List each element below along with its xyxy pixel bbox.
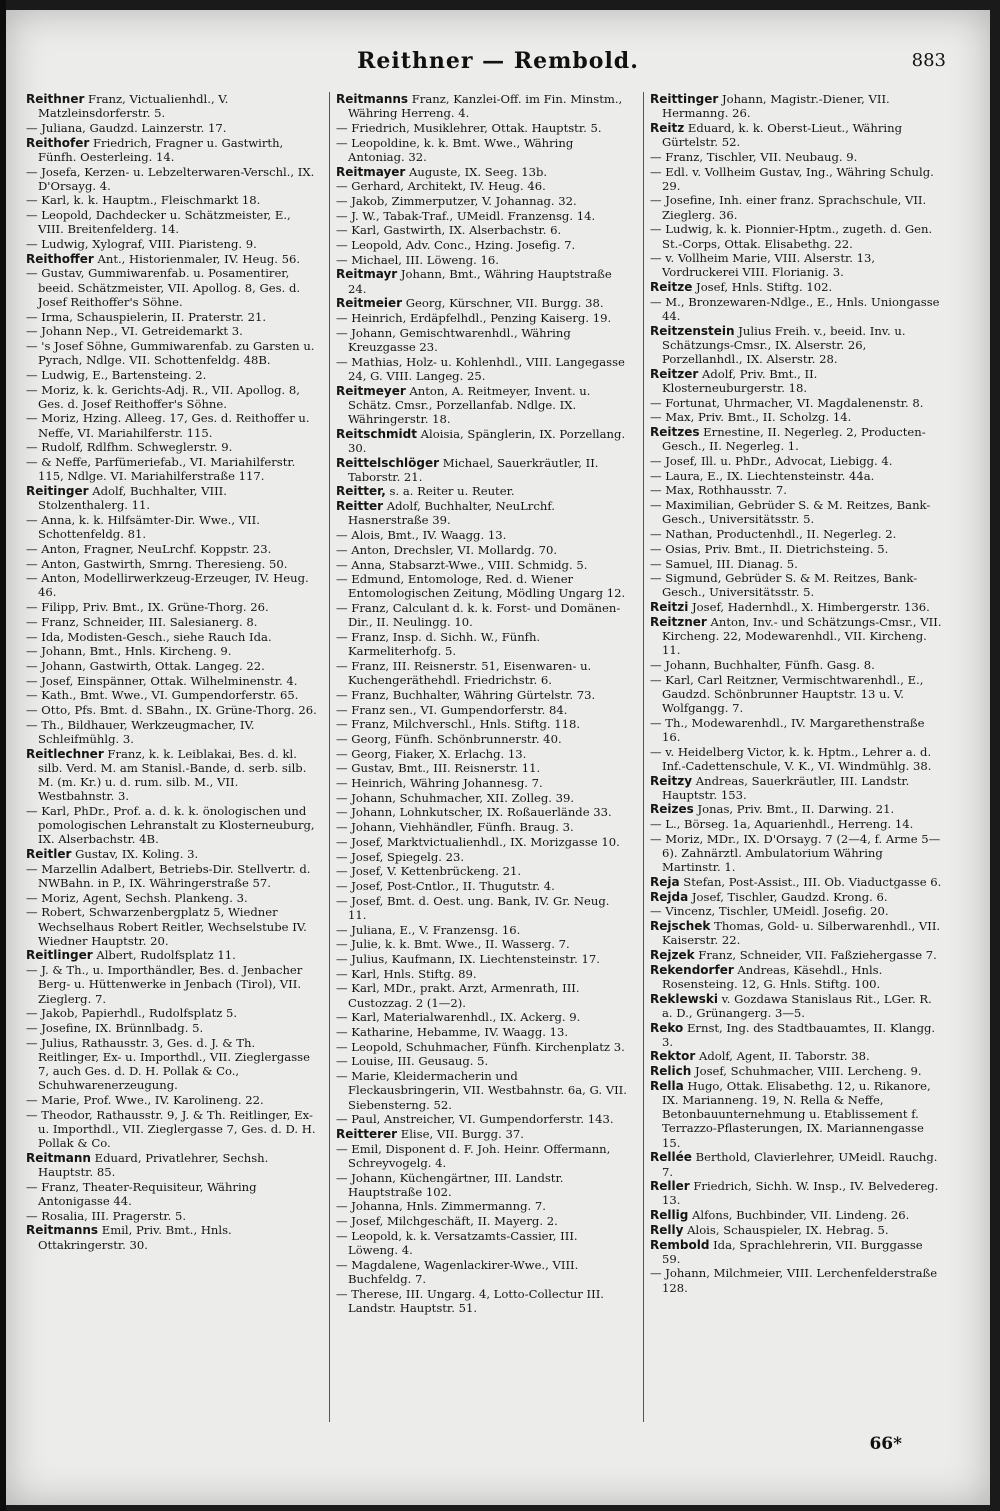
directory-entry: — Josef, Ill. u. PhDr., Advocat, Liebigg. 4. <box>650 454 893 469</box>
directory-entry: — Vincenz, Tischler, UMeidl. Josefig. 20. <box>650 904 889 919</box>
directory-entry: Rejda Josef, Tischler, Gaudzd. Krong. 6. <box>650 889 888 904</box>
directory-entry: Reitmeier Georg, Kürschner, VII. Burgg. 38. <box>336 296 604 311</box>
directory-entry: Rembold Ida, Sprachlehrerin, VII. Burggasse 59. <box>650 1237 923 1266</box>
directory-entry: — Franz, Tischler, VII. Neubaug. 9. <box>650 149 858 164</box>
directory-entry: — Leopoldine, k. k. Bmt. Wwe., Währing Antoniag. 32. <box>336 135 574 164</box>
column-2 <box>336 92 628 1316</box>
directory-entry: — Leopold, Schuhmacher, Fünfh. Kirchenplatz 3. <box>336 1039 625 1054</box>
directory-entry: Reitzes Ernestine, II. Negerleg. 2, Producten-Gesch., II. Negerleg. 1. <box>650 425 926 454</box>
directory-entry: — Karl, Carl Reitzner, Vermischtwarenhdl., E., Gaudzd. Schönbrunner Hauptstr. 13 u. V. Wolfgangg. 7. <box>650 672 924 716</box>
directory-entry: — Therese, III. Ungarg. 4, Lotto-Collectur III. Landstr. Hauptstr. 51. <box>336 1286 604 1315</box>
directory-entry: Reitz Eduard, k. k. Oberst-Lieut., Währing Gürtelstr. 52. <box>650 120 903 150</box>
directory-entry: — Max, Priv. Bmt., II. Scholzg. 14. <box>650 410 852 425</box>
directory-entry: — Josef, Post-Cntlor., II. Thugutstr. 4. <box>336 878 555 893</box>
directory-entry: — v. Vollheim Marie, VIII. Alserstr. 13, Vordruckerei VIII. Florianig. 3. <box>650 251 876 280</box>
directory-entry: — Anna, k. k. Hilfsämter-Dir. Wwe., VII. Schottenfeldg. 81. <box>26 512 260 542</box>
directory-entry: Reithner Franz, Victualienhdl., V. Matzleinsdorferstr. 5. <box>26 92 229 121</box>
directory-entry: — Josef, Marktvictualienhdl., IX. Morizgasse 10. <box>336 834 620 849</box>
directory-entry: — Juliana, E., V. Franzensg. 16. <box>336 922 521 937</box>
directory-entry: Reklewski v. Gozdawa Stanislaus Rit., LGer. R. a. D., Grünangerg. 3—5. <box>650 991 932 1020</box>
directory-entry: — Franz, Insp. d. Sichh. W., Fünfh. Karmeliterhofg. 5. <box>336 630 541 659</box>
directory-entry: Reitlinger Albert, Rudolfsplatz 11. <box>26 948 236 963</box>
directory-entry: — Georg, Fiaker, X. Erlachg. 13. <box>336 746 527 761</box>
directory-entry: — Franz, III. Reisnerstr. 51, Eisenwaren- u. Kuchengeräthehdl. Friedrichstr. 6. <box>336 658 592 688</box>
directory-entry: — Johann Nep., VI. Getreidemarkt 3. <box>26 324 243 339</box>
directory-entry: — Emil, Disponent d. F. Joh. Heinr. Offermann, Schreyvogelg. 4. <box>336 1141 611 1170</box>
directory-entry: — Johanna, Hnls. Zimmermanng. 7. <box>336 1199 546 1214</box>
directory-entry: — Johann, Schuhmacher, XII. Zolleg. 39. <box>336 790 575 805</box>
directory-entry: — Franz, Theater-Requisiteur, Währing Antonigasse 44. <box>26 1179 257 1208</box>
directory-entry: — Paul, Anstreicher, VI. Gumpendorferstr. 143. <box>336 1112 614 1127</box>
directory-entry: — Georg, Fünfh. Schönbrunnerstr. 40. <box>336 731 562 746</box>
directory-entry: — Friedrich, Musiklehrer, Ottak. Hauptstr. 5. <box>336 120 602 135</box>
directory-entry: Reitler Gustav, IX. Koling. 3. <box>26 847 199 862</box>
directory-entry: — & Neffe, Parfümeriefab., VI. Mariahilferstr. 115, Ndlge. VI. Mariahilferstraße 117. <box>26 455 296 484</box>
directory-entry: — Johann, Buchhalter, Fünfh. Gasg. 8. <box>650 657 875 672</box>
directory-entry: Rejzek Franz, Schneider, VII. Faßziehergasse 7. <box>650 947 937 962</box>
directory-entry: — J. & Th., u. Importhändler, Bes. d. Jenbacher Berg- u. Hüttenwerke in Jenbach (Tirol), VII. Zieglerg. 7. <box>26 963 303 1006</box>
directory-entry: Reitmanns Emil, Priv. Bmt., Hnls. Ottakringerstr. 30. <box>26 1223 232 1252</box>
directory-entry: — Josef, V. Kettenbrückeng. 21. <box>336 864 522 879</box>
directory-entry: — Michael, III. Löweng. 16. <box>336 252 499 267</box>
directory-entry: — Johann, Lohnkutscher, IX. Roßauerlände 33. <box>336 805 612 820</box>
directory-entry: — Juliana, Gaudzd. Lainzerstr. 17. <box>26 120 227 135</box>
directory-entry: — Moriz, Hzing. Alleeg. 17, Ges. d. Reithoffer u. Neffe, VI. Mariahilferstr. 115. <box>26 411 310 440</box>
directory-entry: — Heinrich, Erdäpfelhdl., Penzing Kaiserg. 19. <box>336 311 612 326</box>
signature-mark: 66* <box>869 1434 902 1454</box>
directory-entry: — 's Josef Söhne, Gummiwarenfab. zu Garsten u. Pyrach, Ndlge. VII. Schottenfeldg. 48B. <box>26 338 315 368</box>
directory-entry: Reitzner Anton, Inv.- und Schätzungs-Cmsr., VII. Kircheng. 22, Modewarenhdl., VII. Kircheng. 11. <box>650 614 942 658</box>
directory-entry: Reittinger Johann, Magistr.-Diener, VII. Hermanng. 26. <box>650 92 890 121</box>
directory-entry: — Julius, Rathausstr. 3, Ges. d. J. & Th. Reitlinger, Ex- u. Importhdl., VII. Zieglergasse 7, auch Ges. d. D. H. Pollak & Co., Schuhwarenerzeugung. <box>26 1035 310 1093</box>
directory-entry: — Kath., Bmt. Wwe., VI. Gumpendorferstr. 65. <box>26 688 299 703</box>
directory-entry: — Gustav, Bmt., III. Reisnerstr. 11. <box>336 761 541 776</box>
directory-entry: — Karl, k. k. Hauptm., Fleischmarkt 18. <box>26 193 261 208</box>
directory-entry: Reitmeyer Anton, A. Reitmeyer, Invent. u. Schätz. Cmsr., Porzellanfab. Ndlge. IX. Währingerstr. 18. <box>336 383 591 426</box>
directory-entry: — Ludwig, Xylograf, VIII. Piaristeng. 9. <box>26 237 257 252</box>
directory-entry: Rellée Berthold, Clavierlehrer, UMeidl. Rauchg. 7. <box>650 1150 938 1179</box>
directory-entry: Reitter, s. a. Reiter u. Reuter. <box>336 484 515 499</box>
directory-entry: — Franz, Calculant d. k. k. Forst- und Domänen-Dir., II. Neulingg. 10. <box>336 601 621 630</box>
directory-entry: — L., Börseg. 1a, Aquarienhdl., Herreng. 14. <box>650 817 914 832</box>
directory-entry: — Gerhard, Architekt, IV. Heug. 46. <box>336 179 546 194</box>
directory-entry: — Robert, Schwarzenbergplatz 5, Wiedner Wechselhaus Robert Reitler, Wechselstube IV. Wiedner Hauptstr. 20. <box>26 905 307 948</box>
directory-entry: — Heinrich, Währing Johannesg. 7. <box>336 776 543 791</box>
directory-entry: — Johann, Viehhändler, Fünfh. Braug. 3. <box>336 820 574 835</box>
directory-entry: — Louise, III. Geusaug. 5. <box>336 1054 489 1069</box>
directory-entry: — Franz, Buchhalter, Währing Gürtelstr. 73. <box>336 687 596 702</box>
directory-entry: — Anton, Drechsler, VI. Mollardg. 70. <box>336 542 558 557</box>
directory-entry: — Fortunat, Uhrmacher, VI. Magdalenenstr. 8. <box>650 395 924 410</box>
directory-entry: — Alois, Bmt., IV. Waagg. 13. <box>336 528 507 543</box>
directory-entry: — Filipp, Priv. Bmt., IX. Grüne-Thorg. 26. <box>26 600 269 615</box>
directory-entry: Reittelschlöger Michael, Sauerkräutler, II. Taborstr. 21. <box>336 455 599 484</box>
directory-entry: Reitmanns Franz, Kanzlei-Off. im Fin. Minstm., Währing Herreng. 4. <box>336 92 623 121</box>
directory-entry: Reitlechner Franz, k. k. Leiblakai, Bes. d. kl. silb. Verd. M. am Stanisl.-Bande, d. serb. silb. M. (m. Kr.) u. d. rum. silb. M., VII. Westbahnstr. 3. <box>26 746 307 804</box>
directory-entry: Reitmann Eduard, Privatlehrer, Sechsh. Hauptstr. 85. <box>26 1150 269 1180</box>
directory-entry: — Josefa, Kerzen- u. Lebzelterwaren-Verschl., IX. D'Orsayg. 4. <box>26 164 315 193</box>
directory-entry: — Josef, Einspänner, Ottak. Wilhelminenstr. 4. <box>26 673 298 688</box>
directory-entry: Reitmayr Johann, Bmt., Währing Hauptstraße 24. <box>336 267 612 296</box>
directory-entry: — Th., Bildhauer, Werkzeugmacher, IV. Schleifmühlg. 3. <box>26 717 255 746</box>
directory-entry: Rejschek Thomas, Gold- u. Silberwarenhdl., VII. Kaiserstr. 22. <box>650 919 941 948</box>
directory-entry: — Johann, Bmt., Hnls. Kircheng. 9. <box>26 644 232 659</box>
column-1 <box>26 92 318 1252</box>
directory-entry: — Anton, Modellirwerkzeug-Erzeuger, IV. Heug. 46. <box>26 571 309 600</box>
directory-entry: — Franz sen., VI. Gumpendorferstr. 84. <box>336 702 568 717</box>
directory-entry: — Ludwig, E., Bartensteing. 2. <box>26 367 207 382</box>
directory-entry: — Mathias, Holz- u. Kohlenhdl., VIII. Langegasse 24, G. VIII. Langeg. 25. <box>336 354 625 383</box>
directory-entry: — Josefine, Inh. einer franz. Sprachschule, VII. Zieglerg. 36. <box>650 193 927 222</box>
directory-entry: — Josef, Bmt. d. Oest. ung. Bank, IV. Gr. Neug. 11. <box>336 893 610 922</box>
directory-entry: Reitzy Andreas, Sauerkräutler, III. Landstr. Hauptstr. 153. <box>650 773 910 802</box>
directory-entry: — Johann, Milchmeier, VIII. Lerchenfelderstraße 128. <box>650 1266 938 1295</box>
directory-entry: — Marie, Prof. Wwe., IV. Karolineng. 22. <box>26 1093 264 1108</box>
directory-entry: — Jakob, Papierhdl., Rudolfsplatz 5. <box>26 1006 238 1021</box>
directory-entry: Reja Stefan, Post-Assist., III. Ob. Viaductgasse 6. <box>650 874 942 889</box>
directory-entry: — Rudolf, Rdlfhm. Schweglerstr. 9. <box>26 440 233 455</box>
directory-entry: — Karl, Materialwarenhdl., IX. Ackerg. 9. <box>336 1010 581 1025</box>
directory-entry: — Magdalene, Wagenlackirer-Wwe., VIII. Buchfeldg. 7. <box>336 1257 579 1286</box>
directory-entry: — Max, Rothhausstr. 7. <box>650 483 787 498</box>
directory-entry: — Anna, Stabsarzt-Wwe., VIII. Schmidg. 5. <box>336 557 588 572</box>
directory-entry: — Osias, Priv. Bmt., II. Dietrichsteing. 5. <box>650 541 889 556</box>
column-3 <box>650 92 942 1295</box>
directory-entry: Rellig Alfons, Buchbinder, VII. Lindeng. 26. <box>650 1208 910 1223</box>
directory-entry: — Leopold, Adv. Conc., Hzing. Josefig. 7. <box>336 238 576 253</box>
directory-entry: — Johann, Gastwirth, Ottak. Langeg. 22. <box>26 658 265 673</box>
directory-entry: — Th., Modewarenhdl., IV. Margarethenstraße 16. <box>650 715 925 744</box>
directory-entry: Reithoffer Ant., Historienmaler, IV. Heug. 56. <box>26 251 301 266</box>
directory-entry: Rekendorfer Andreas, Käsehdl., Hnls. Rosensteing. 12, G. Hnls. Stiftg. 100. <box>650 962 883 991</box>
directory-entry: — Samuel, III. Dianag. 5. <box>650 556 798 571</box>
directory-entry: — Moriz, k. k. Gerichts-Adj. R., VII. Apollog. 8, Ges. d. Josef Reithoffer's Söhne. <box>26 382 300 411</box>
directory-entry: — M., Bronzewaren-Ndlge., E., Hnls. Uniongasse 44. <box>650 294 940 324</box>
directory-entry: — Leopold, k. k. Versatzamts-Cassier, III. Löweng. 4. <box>336 1228 578 1258</box>
directory-entry: — Leopold, Dachdecker u. Schätzmeister, E., VIII. Breitenfelderg. 14. <box>26 208 291 237</box>
directory-entry: — Ludwig, k. k. Pionnier-Hptm., zugeth. d. Gen. St.-Corps, Ottak. Elisabethg. 22. <box>650 222 933 251</box>
directory-entry: Reitter Adolf, Buchhalter, NeuLrchf. Hasnerstraße 39. <box>336 499 555 528</box>
directory-entry: — v. Heidelberg Victor, k. k. Hptm., Lehrer a. d. Inf.-Cadettenschule, V. K., VI. Windmühlg. 38. <box>650 744 932 773</box>
directory-entry: — Otto, Pfs. Bmt. d. SBahn., IX. Grüne-Thorg. 26. <box>26 703 317 718</box>
directory-entry: — Johann, Gemischtwarenhdl., Währing Kreuzgasse 23. <box>336 325 571 354</box>
directory-entry: Reitterer Elise, VII. Burgg. 37. <box>336 1126 524 1141</box>
directory-entry: Reller Friedrich, Sichh. W. Insp., IV. Belvedereg. 13. <box>650 1179 939 1208</box>
directory-entry: Reitschmidt Aloisia, Spänglerin, IX. Porzellang. 30. <box>336 426 626 455</box>
directory-entry: — Karl, Gastwirth, IX. Alserbachstr. 6. <box>336 223 562 238</box>
directory-entry: — Johann, Küchengärtner, III. Landstr. Hauptstraße 102. <box>336 1170 564 1199</box>
directory-entry: Rella Hugo, Ottak. Elisabethg. 12, u. Rikanore, IX. Marianneng. 19, N. Rella & Neffe, Betonbauunternehmung u. Etablissement f. Terrazzo-Pflasterungen, IX. Mariannengasse 15. <box>650 1078 931 1150</box>
page-number: 883 <box>911 50 946 71</box>
directory-entry: — Moriz, MDr., IX. D'Orsayg. 7 (2—4, f. Arme 5—6). Zahnärztl. Ambulatorium Währing Martinstr. 1. <box>650 831 941 875</box>
directory-entry: — Franz, Milchverschl., Hnls. Stiftg. 118. <box>336 717 581 732</box>
directory-entry: — Sigmund, Gebrüder S. & M. Reitzes, Bank-Gesch., Universitätsstr. 5. <box>650 571 918 600</box>
directory-entry: — Josef, Milchgeschäft, II. Mayerg. 2. <box>336 1214 558 1229</box>
directory-entry: — Franz, Schneider, III. Salesianerg. 8. <box>26 614 258 629</box>
directory-entry: — Marzellin Adalbert, Betriebs-Dir. Stellvertr. d. NWBahn. in P., IX. Währingerstraße 57. <box>26 861 311 890</box>
directory-entry: Reitzer Adolf, Priv. Bmt., II. Klosterneuburgerstr. 18. <box>650 366 818 396</box>
directory-entry: — Katharine, Hebamme, IV. Waagg. 13. <box>336 1025 569 1039</box>
directory-entry: Reko Ernst, Ing. des Stadtbauamtes, II. Klangg. 3. <box>650 1020 936 1049</box>
column-rule-2 <box>643 92 644 1422</box>
directory-entry: Reitze Josef, Hnls. Stiftg. 102. <box>650 280 833 295</box>
directory-entry: Reitzenstein Julius Freih. v., beeid. Inv. u. Schätzungs-Cmsr., IX. Alserstr. 26, Porzellanhdl., IX. Alserstr. 28. <box>650 323 906 367</box>
directory-entry: — Rosalia, III. Pragerstr. 5. <box>26 1208 187 1223</box>
directory-entry: — Maximilian, Gebrüder S. & M. Reitzes, Bank-Gesch., Universitätsstr. 5. <box>650 498 931 527</box>
directory-entry: Relich Josef, Schuhmacher, VIII. Lercheng. 9. <box>650 1064 922 1079</box>
directory-entry: — Josef, Spiegelg. 23. <box>336 849 465 864</box>
directory-entry: — Theodor, Rathausstr. 9, J. & Th. Reitlinger, Ex- u. Importhdl., VII. Zieglergasse 7, Ges. d. D. H. Pollak & Co. <box>26 1107 316 1151</box>
directory-entry: — Irma, Schauspielerin, II. Praterstr. 21. <box>26 309 267 324</box>
directory-entry: — Anton, Gastwirth, Smrng. Theresieng. 50. <box>26 556 288 571</box>
directory-entry: — Gustav, Gummiwarenfab. u. Posamentirer, beeid. Schätzmeister, VII. Apollog. 8, Ges. d. Josef Reithoffer's Söhne. <box>26 266 301 309</box>
directory-entry: — Moriz, Agent, Sechsh. Plankeng. 3. <box>26 890 248 905</box>
directory-entry: — Nathan, Productenhdl., II. Negerleg. 2. <box>650 527 897 542</box>
directory-entry: — J. W., Tabak-Traf., UMeidl. Franzensg. 14. <box>336 208 596 223</box>
directory-entry: — Jakob, Zimmerputzer, V. Johannag. 32. <box>336 193 577 208</box>
directory-entry: — Josefine, IX. Brünnlbadg. 5. <box>26 1021 204 1035</box>
directory-entry: — Laura, E., IX. Liechtensteinstr. 44a. <box>650 468 875 483</box>
column-rule-1 <box>329 92 330 1422</box>
directory-entry: — Karl, Hnls. Stiftg. 89. <box>336 966 477 981</box>
directory-entry: Reitinger Adolf, Buchhalter, VIII. Stolzenthalerg. 11. <box>26 483 227 513</box>
directory-entry: — Marie, Kleidermacherin und Fleckausbringerin, VII. Westbahnstr. 6a, G. VII. Siebensterng. 52. <box>336 1069 627 1112</box>
page-header <box>6 48 990 88</box>
directory-entry: Reitmayer Auguste, IX. Seeg. 13b. <box>336 164 548 179</box>
directory-entry: — Ida, Modisten-Gesch., siehe Rauch Ida. <box>26 629 272 644</box>
directory-page <box>6 10 990 1505</box>
directory-entry: — Edmund, Entomologe, Red. d. Wiener Entomologischen Zeitung, Mödling Ungarg 12. <box>336 572 626 601</box>
directory-entry: — Karl, MDr., prakt. Arzt, Armenrath, III. Custozzag. 2 (1—2). <box>336 981 580 1010</box>
page-title: Reithner — Rembold. <box>357 48 639 74</box>
directory-entry: — Julie, k. k. Bmt. Wwe., II. Wasserg. 7. <box>336 937 570 952</box>
directory-entry: — Julius, Kaufmann, IX. Liechtensteinstr. 17. <box>336 951 600 966</box>
directory-entry: Reithofer Friedrich, Fragner u. Gastwirth, Fünfh. Oesterleing. 14. <box>26 135 284 164</box>
directory-entry: Reitzi Josef, Hadernhdl., X. Himbergerstr. 136. <box>650 600 930 615</box>
directory-entry: — Karl, PhDr., Prof. a. d. k. k. önologischen und pomologischen Lehranstalt zu Klosterneuburg, IX. Alserbachstr. 4B. <box>26 803 315 847</box>
directory-entry: Relly Alois, Schauspieler, IX. Hebrag. 5. <box>650 1222 889 1237</box>
directory-entry: — Anton, Fragner, NeuLrchf. Koppstr. 23. <box>26 541 272 556</box>
directory-entry: Rektor Adolf, Agent, II. Taborstr. 38. <box>650 1049 870 1064</box>
directory-entry: Reizes Jonas, Priv. Bmt., II. Darwing. 21. <box>650 802 895 817</box>
directory-entry: — Edl. v. Vollheim Gustav, Ing., Währing Schulg. 29. <box>650 164 934 193</box>
